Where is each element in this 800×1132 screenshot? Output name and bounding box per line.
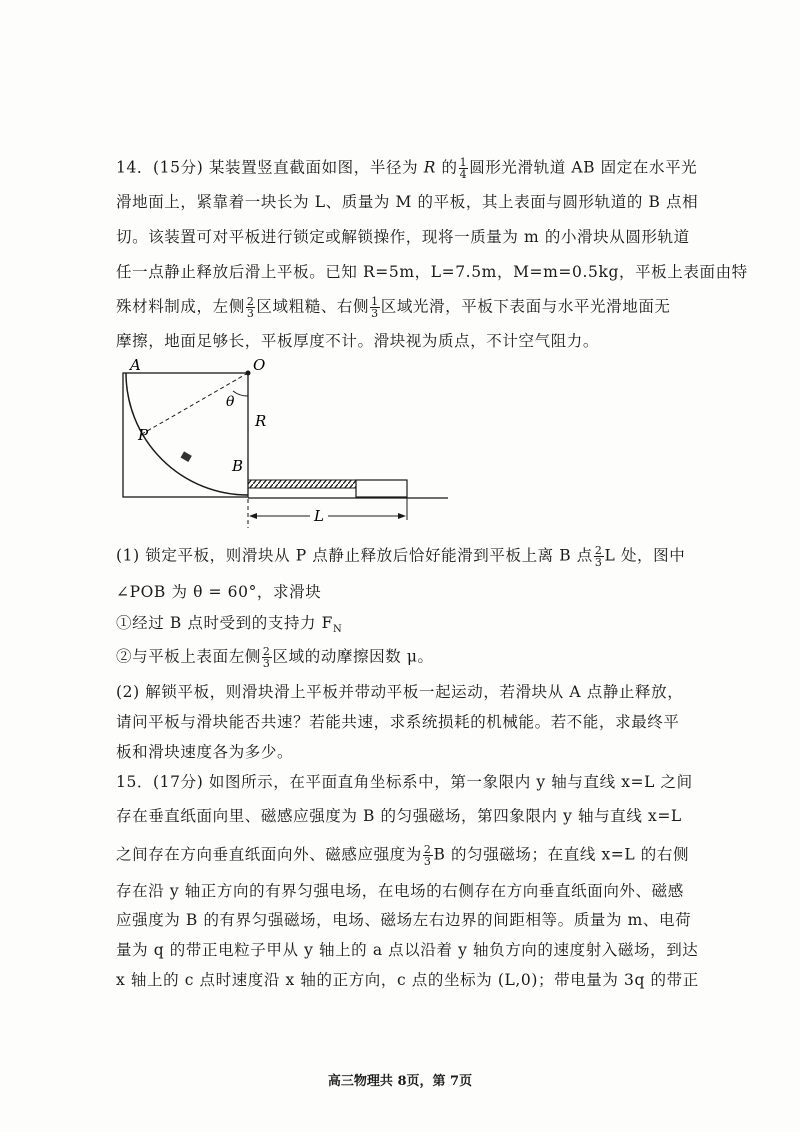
- fraction-one-third: $\frac{1}{3}$: [371, 295, 379, 320]
- q14-part1-line-2: ∠POB 为 θ = 60°，求滑块: [116, 583, 322, 601]
- q15-line-6: 量为 q 的带正电粒子甲从 y 轴上的 a 点以沿着 y 轴负方向的速度射入磁场，到达: [116, 941, 699, 959]
- label-o: O: [253, 358, 266, 374]
- q14-line-4: 任一点静止释放后滑上平板。已知 R=5m，L=7.5m，M=m=0.5kg，平板上表面由特: [116, 263, 748, 281]
- q14-line-3: 切。该装置可对平板进行锁定或解锁操作，现将一质量为 m 的小滑块从圆形轨道: [116, 228, 690, 246]
- page-footer: 高三物理共 8页，第 7页: [327, 1074, 473, 1089]
- q15-line-3: 之间存在方向垂直纸面向外、磁感应强度为 $\frac{2}{3}$ B 的匀强磁场；在直线 x=L 的右侧: [116, 843, 690, 868]
- q14-part2-line-3: 板和滑块速度各为多少。: [116, 743, 294, 761]
- fraction-two-thirds: $\frac{2}{3}$: [262, 645, 271, 670]
- q14-part1-sub-2: ②与平板上表面左侧 $\frac{2}{3}$ 区域的动摩擦因数 μ。: [116, 645, 434, 670]
- center-point: [246, 371, 251, 376]
- label-l: L: [314, 507, 324, 525]
- q14-line-2: 滑地面上，紧靠着一块长为 L、质量为 M 的平板，其上表面与圆形轨道的 B 点相: [116, 193, 699, 211]
- q14-line-6: 摩擦，地面足够长，平板厚度不计。滑块视为质点，不计空气阻力。: [116, 332, 600, 350]
- angle-arc: [233, 391, 248, 396]
- q14-part2-line-1: (2) 解锁平板，则滑块滑上平板并带动平板一起运动，若滑块从 A 点静止释放，: [116, 683, 684, 701]
- q14-line-5: 殊材料制成，左侧 $\frac{2}{3}$ 区域粗糙、右侧 $\frac{1}{3}$ 区域光滑，平板下表面与水平光滑地面无: [116, 295, 671, 320]
- fraction-two-thirds: $\frac{2}{3}$: [423, 843, 432, 868]
- label-r: R: [255, 412, 267, 430]
- q15-line-5: 应强度为 B 的有界匀强磁场，电场、磁场左右边界的间距相等。质量为 m、电荷: [116, 911, 692, 929]
- label-b: B: [232, 457, 244, 475]
- label-p: P: [138, 426, 149, 444]
- fraction-two-thirds: $\frac{2}{3}$: [246, 295, 255, 320]
- q14-part2-line-2: 请问平板与滑块能否共速？若能共速，求系统损耗的机械能。若不能，求最终平: [116, 713, 680, 731]
- smooth-region: [356, 480, 407, 497]
- q15-line-1: 15．(17分) 如图所示，在平面直角坐标系中，第一象限内 y 轴与直线 x=L 之间: [116, 773, 693, 791]
- q15-line-4: 存在沿 y 轴正方向的有界匀强电场，在电场的右侧存在方向垂直纸面向外、磁感: [116, 882, 684, 900]
- fraction-quarter: $\frac{1}{4}$: [459, 156, 468, 181]
- fraction-two-thirds: $\frac{2}{3}$: [594, 544, 603, 569]
- q14-line-1: 14．(15分) 某装置竖直截面如图，半径为 R 的 $\frac{1}{4}$ 圆形光滑轨道 AB 固定在水平光: [116, 156, 698, 181]
- track-diagram: [118, 358, 458, 528]
- q15-line-2: 存在垂直纸面向里、磁感应强度为 B 的匀强磁场，第四象限内 y 轴与直线 x=L: [116, 807, 682, 825]
- q14-part1-line-1: (1) 锁定平板，则滑块从 P 点静止释放后恰好能滑到平板上离 B 点 $\frac{2}{3}$ L 处，图中: [116, 544, 686, 569]
- slider-block: [181, 451, 192, 462]
- label-theta: θ: [226, 394, 235, 410]
- q15-line-7: x 轴上的 c 点时速度沿 x 轴的正方向，c 点的坐标为 (L,0)；带电量为 3q 的带正: [116, 971, 699, 989]
- q14-part1-sub-1: ①经过 B 点时受到的支持力 $F_N$: [116, 614, 343, 636]
- label-a: A: [130, 358, 141, 374]
- rough-region: [248, 480, 356, 488]
